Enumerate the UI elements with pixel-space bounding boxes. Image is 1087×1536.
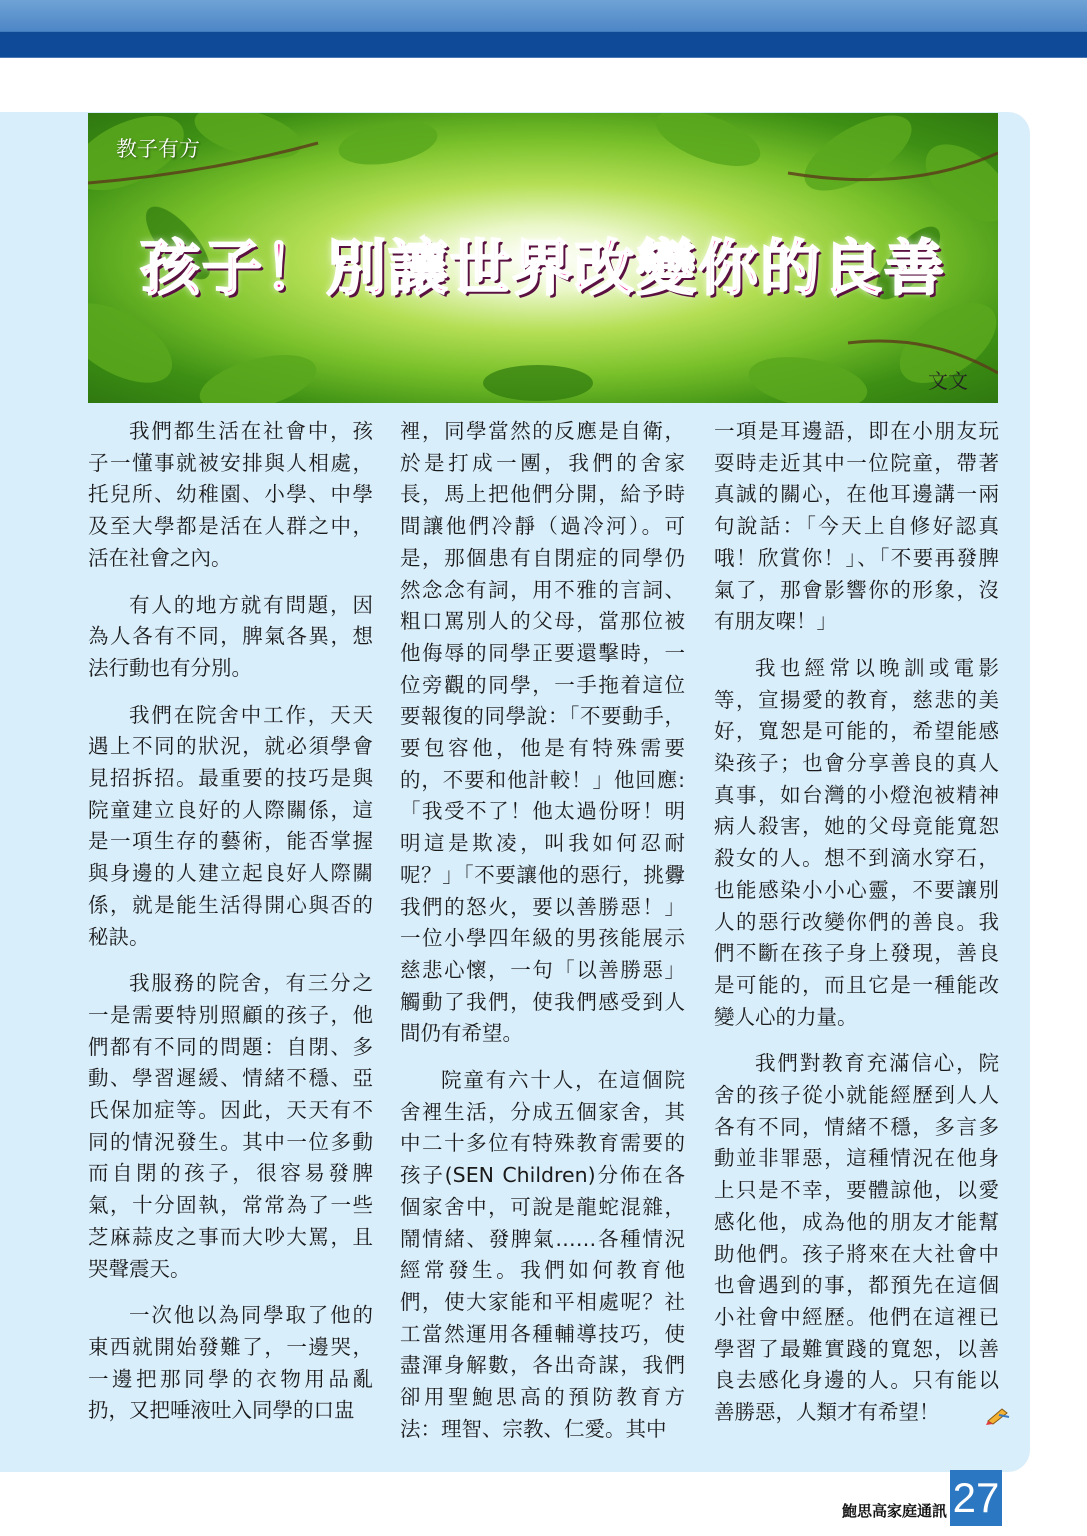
publication-name: 鮑思高家庭通訊 <box>842 1502 948 1520</box>
paragraph-last <box>714 1048 999 1428</box>
paragraph: 一次他以為同學取了他的東西就開始發難了，一邊哭，一邊把那同學的衣物用品亂扔，又把唾液吐入同學的口盅 <box>88 1303 373 1423</box>
text-column-1 <box>88 416 373 1442</box>
paragraph: 我也經常以晚訓或電影等，宣揚愛的教育，慈悲的美好，寬恕是可能的，希望能感染孩子；也會分享善良的真人真事，如台灣的小燈泡被精神病人殺害，她的父母竟能寬恕殺女的人。想不到滴水穿石，也能感染小小心靈，不要讓別人的惡行改變你們的善良。我們不斷在孩子身上發現，善良是可能的，而且它是一種能改變人心的力量。 <box>714 655 999 1029</box>
paragraph: 院童有六十人，在這個院舍裡生活，分成五個家舍，其中二十多位有特殊教育需要的孩子(SEN Children)分佈在各個家舍中，可說是龍蛇混雜，鬧情緒、發脾氣……各種情況經常發生。我們如何教育他們，使大家能和平相處呢？社工當然運用各種輔導技巧，使盡渾身解數，各出奇謀，我們卻用聖鮑思高的預防教育方法：理智、宗教、仁愛。其中 <box>400 1068 685 1441</box>
text-column-3 <box>714 416 999 1444</box>
paragraph: 裡，同學當然的反應是自衛，於是打成一團，我們的舍家長，馬上把他們分開，給予時間讓他們冷靜（過冷河）。可是，那個患有自閉症的同學仍然念念有詞，用不雅的言詞、粗口罵別人的父母，當那位被他侮辱的同學正要還擊時，一位旁觀的同學，一手拖着這位要報復的同學說：「不要動手，要包容他，他是有特殊需要的，不要和他計較！」他回應:「我受不了！他太過份呀！明明這是欺凌，叫我如何忍耐呢？」「不要讓他的惡行，挑釁我們的怒火，要以善勝惡！」一位小學四年級的男孩能展示慈悲心懷，一句「以善勝惡」觸動了我們，使我們感受到人間仍有希望。 <box>400 419 685 1046</box>
paragraph-text: 我們對教育充滿信心，院舍的孩子從小就能經歷到人人各有不同，情緒不穩，多言多動並非罪惡，這種情況在他身上只是不幸，要體諒他，以愛感化他，成為他的朋友才能幫助他們。孩子將來在大社會中也會遇到的事，都預先在這個小社會中經歷。他們在這裡已學習了最難實踐的寬恕，以善良去感化身邊的人。只有能以善勝惡，人類才有希望！ <box>714 1051 999 1425</box>
header-band <box>0 0 1087 70</box>
author-name: 文文 <box>928 369 968 393</box>
section-label: 教子有方 <box>116 137 200 161</box>
paragraph: 我們都生活在社會中，孩子一懂事就被安排與人相處，托兒所、幼稚園、小學、中學及至大學都是活在人群之中，活在社會之內。 <box>88 419 373 570</box>
pencil-icon <box>944 1403 970 1423</box>
article-title: 孩子！別讓世界改變你的良善 <box>140 234 946 304</box>
page-number: 27 <box>950 1470 1002 1526</box>
banner-image <box>88 113 998 403</box>
paragraph: 我服務的院舍，有三分之一是需要特別照顧的孩子，他們都有不同的問題：自閉、多動、學習遲緩、情緒不穩、亞氏保加症等。因此，天天有不同的情況發生。其中一位多動而自閉的孩子，很容易發脾氣，十分固執，常常為了一些芝麻蒜皮之事而大吵大罵，且哭聲震天。 <box>88 971 373 1281</box>
text-column-2 <box>400 416 685 1461</box>
paragraph: 我們在院舍中工作，天天遇上不同的狀況，就必須學會見招拆招。最重要的技巧是與院童建立良好的人際關係，這是一項生存的藝術，能否掌握與身邊的人建立起良好人際關係，就是能生活得開心與否的秘訣。 <box>88 702 373 949</box>
paragraph: 有人的地方就有問題，因為人各有不同，脾氣各異，想法行動也有分別。 <box>88 592 373 680</box>
paragraph: 一項是耳邊語，即在小朋友玩耍時走近其中一位院童，帶著真誠的關心，在他耳邊講一兩句說話：「今天上自修好認真哦！欣賞你！」、「不要再發脾氣了，那會影響你的形象，沒有朋友㗎！」 <box>714 419 999 634</box>
